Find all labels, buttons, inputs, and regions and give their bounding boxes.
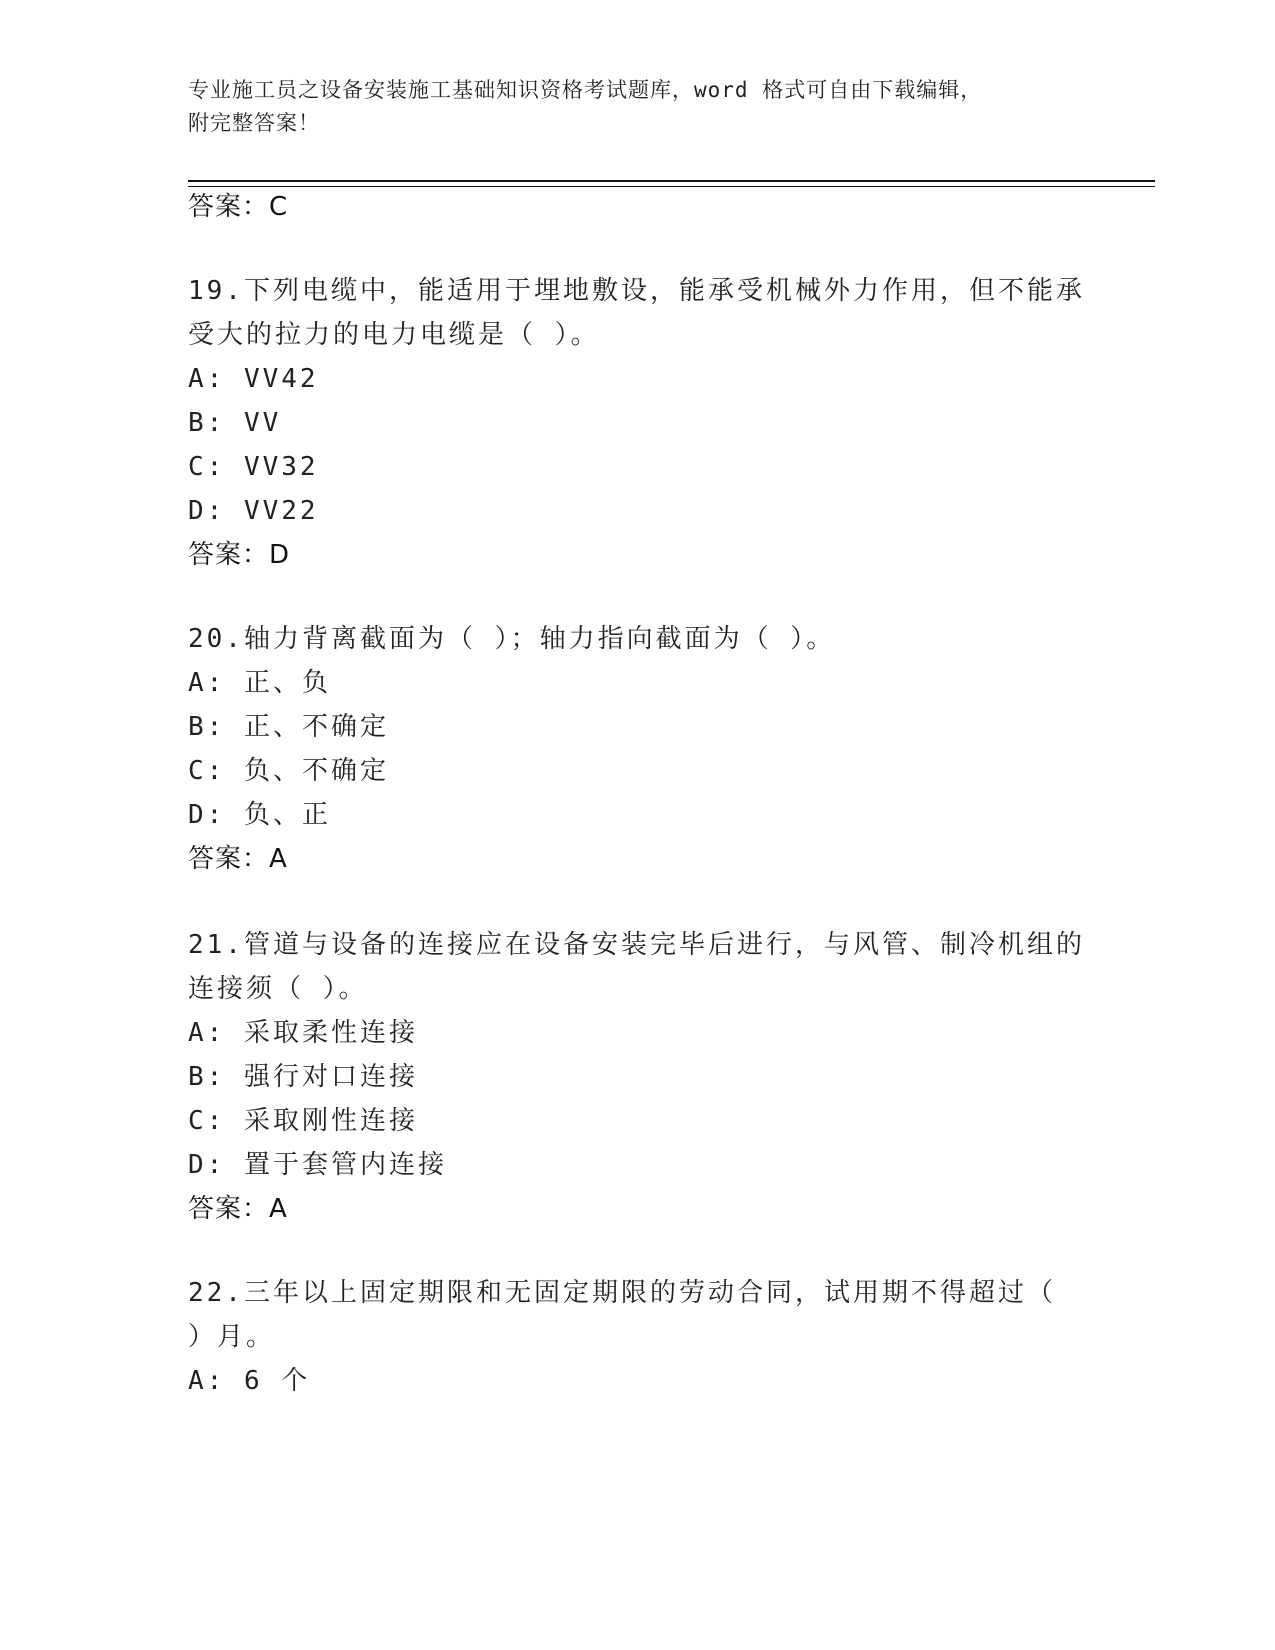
question-21-option-b: B: 强行对口连接 <box>188 1062 418 1092</box>
header-line-1: 专业施工员之设备安装施工基础知识资格考试题库，word 格式可自由下载编辑， <box>188 78 983 102</box>
question-22-line-2: ）月。 <box>188 1322 276 1352</box>
question-21-option-d: D: 置于套管内连接 <box>188 1150 447 1180</box>
question-19-option-b: B: VV <box>188 408 282 438</box>
header-line-2: 附完整答案！ <box>188 111 320 135</box>
answer-previous: 答案：C <box>188 192 289 222</box>
question-21-line-1: 21.管道与设备的连接应在设备安装完毕后进行，与风管、制冷机组的 <box>188 930 1085 960</box>
question-22-line-1: 22.三年以上固定期限和无固定期限的劳动合同，试用期不得超过（ <box>188 1278 1056 1308</box>
question-19-option-d: D: VV22 <box>188 496 319 526</box>
question-20-option-c: C: 负、不确定 <box>188 756 389 786</box>
question-19-option-a: A: VV42 <box>188 364 319 394</box>
question-19-line-1: 19.下列电缆中，能适用于埋地敷设，能承受机械外力作用，但不能承 <box>188 276 1085 306</box>
question-21-option-c: C: 采取刚性连接 <box>188 1106 418 1136</box>
question-20-option-b: B: 正、不确定 <box>188 712 389 742</box>
document-header <box>188 74 1068 140</box>
question-22-option-a: A: 6 个 <box>188 1366 311 1396</box>
question-21-line-2: 连接须（ ）。 <box>188 974 368 1004</box>
question-21-option-a: A: 采取柔性连接 <box>188 1018 418 1048</box>
question-20-option-a: A: 正、负 <box>188 668 331 698</box>
question-19-option-c: C: VV32 <box>188 452 319 482</box>
question-19-answer: 答案：D <box>188 540 291 570</box>
question-21-answer: 答案：A <box>188 1194 288 1224</box>
question-20-option-d: D: 负、正 <box>188 800 331 830</box>
header-divider-thin <box>188 186 1155 187</box>
question-20-line-1: 20.轴力背离截面为（ ）；轴力指向截面为（ ）。 <box>188 624 836 654</box>
header-divider-thick <box>188 180 1155 182</box>
question-19-line-2: 受大的拉力的电力电缆是（ ）。 <box>188 320 600 350</box>
question-20-answer: 答案：A <box>188 844 288 874</box>
